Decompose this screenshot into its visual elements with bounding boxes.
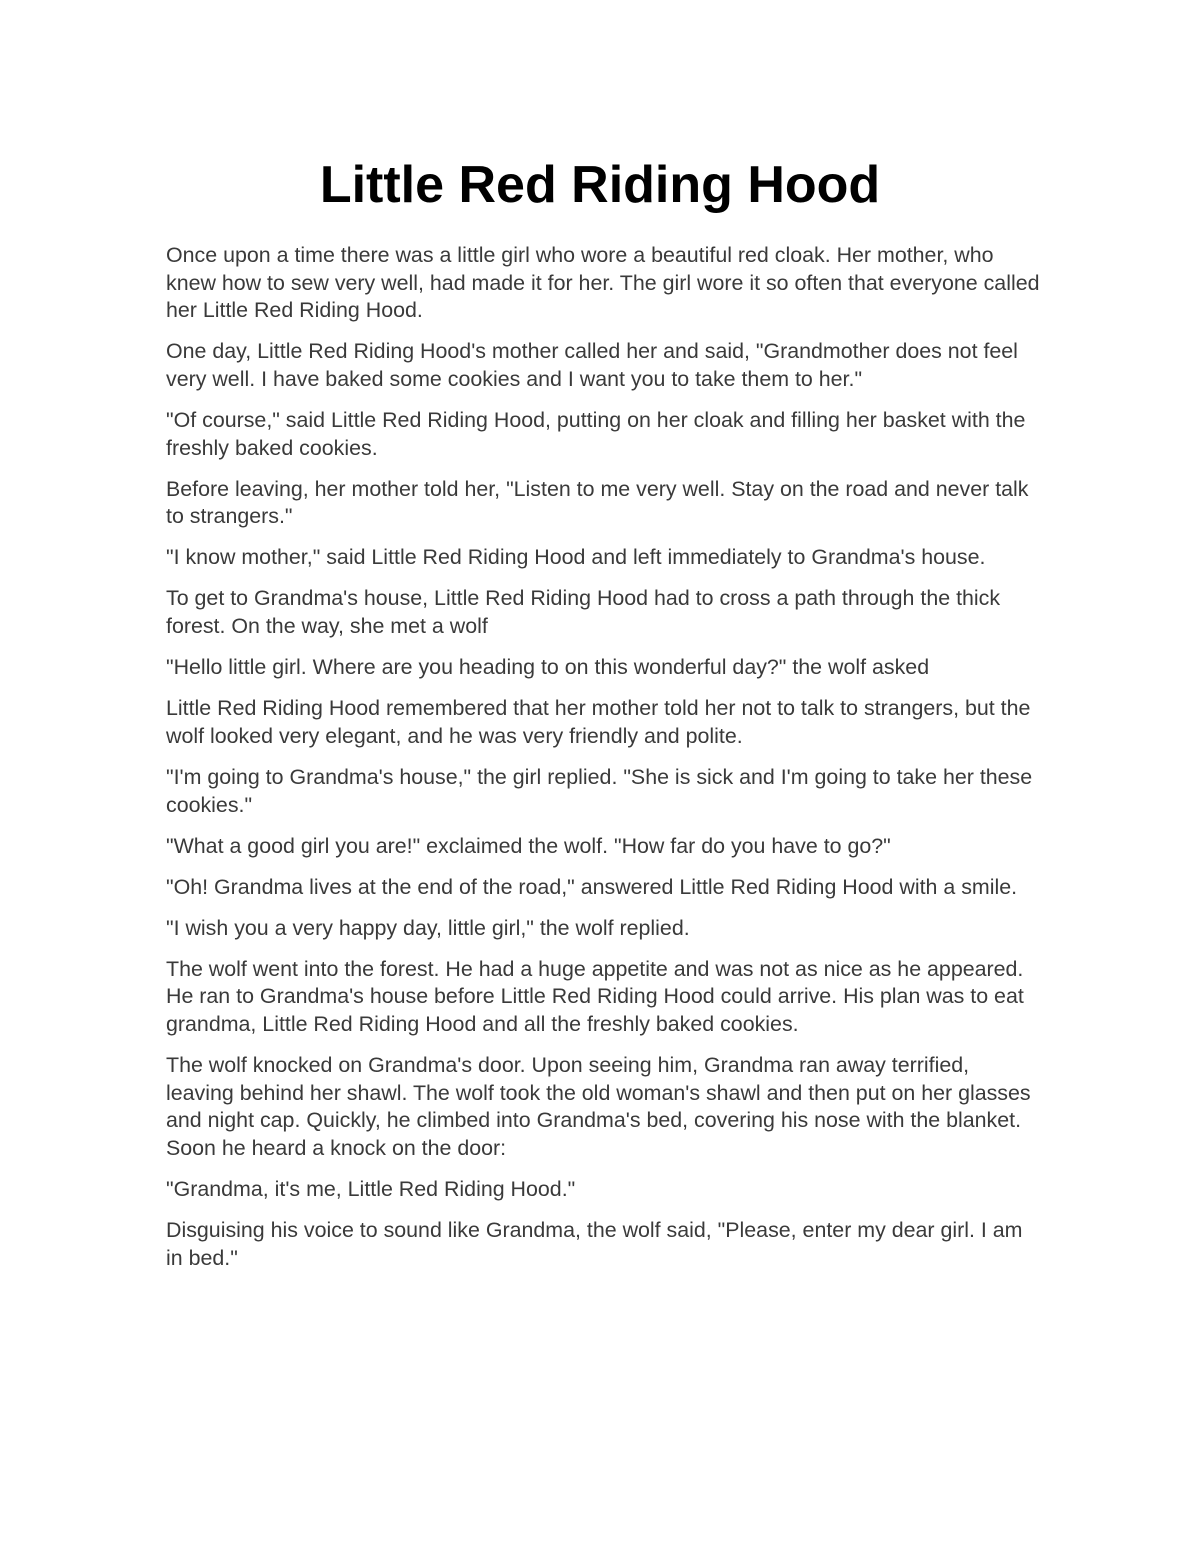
document-body [166,242,1040,1286]
paragraph: "Of course," said Little Red Riding Hood, putting on her cloak and filling her basket with the freshly baked cookies. [166,407,1026,460]
document-title: Little Red Riding Hood [319,156,881,214]
paragraph: "I wish you a very happy day, little girl," the wolf replied. [166,915,690,940]
paragraph: Once upon a time there was a little girl who wore a beautiful red cloak. Her mother, who knew how to sew very well, had made it for her. The girl wore it so often that everyone called her Little Red Riding Hood. [166,243,1040,323]
paragraph: The wolf knocked on Grandma's door. Upon seeing him, Grandma ran away terrified, leaving behind her shawl. The wolf took the old woman's shawl and then put on her glasses and night cap. Quickly, he climbed into Grandma's bed, covering his nose with the blanket. Soon he heard a knock on the door: [166,1053,1031,1160]
paragraph: "I'm going to Grandma's house," the girl replied. "She is sick and I'm going to take her these cookies." [166,764,1033,817]
paragraph: The wolf went into the forest. He had a huge appetite and was not as nice as he appeared. He ran to Grandma's house before Little Red Riding Hood could arrive. His plan was to eat grandma, Little Red Riding Hood and all the freshly baked cookies. [166,956,1024,1037]
paragraph: "Hello little girl. Where are you heading to on this wonderful day?" the wolf asked [166,655,930,680]
paragraph: Before leaving, her mother told her, "Listen to me very well. Stay on the road and never talk to strangers." [166,476,1029,529]
paragraph: "Grandma, it's me, Little Red Riding Hood." [166,1177,576,1202]
paragraph: One day, Little Red Riding Hood's mother called her and said, "Grandmother does not feel very well. I have baked some cookies and I want you to take them to her." [166,339,1018,391]
paragraph: "Oh! Grandma lives at the end of the road," answered Little Red Riding Hood with a smile. [166,874,1018,899]
paragraph: "What a good girl you are!" exclaimed the wolf. "How far do you have to go?" [166,833,891,858]
paragraph: To get to Grandma's house, Little Red Riding Hood had to cross a path through the thick forest. On the way, she met a wolf [166,586,1001,639]
paragraph: Disguising his voice to sound like Grandma, the wolf said, "Please, enter my dear girl. I am in bed." [166,1218,1023,1270]
paragraph: "I know mother," said Little Red Riding Hood and left immediately to Grandma's house. [166,545,986,570]
paragraph: Little Red Riding Hood remembered that her mother told her not to talk to strangers, but the wolf looked very elegant, and he was very friendly and polite. [166,696,1031,748]
